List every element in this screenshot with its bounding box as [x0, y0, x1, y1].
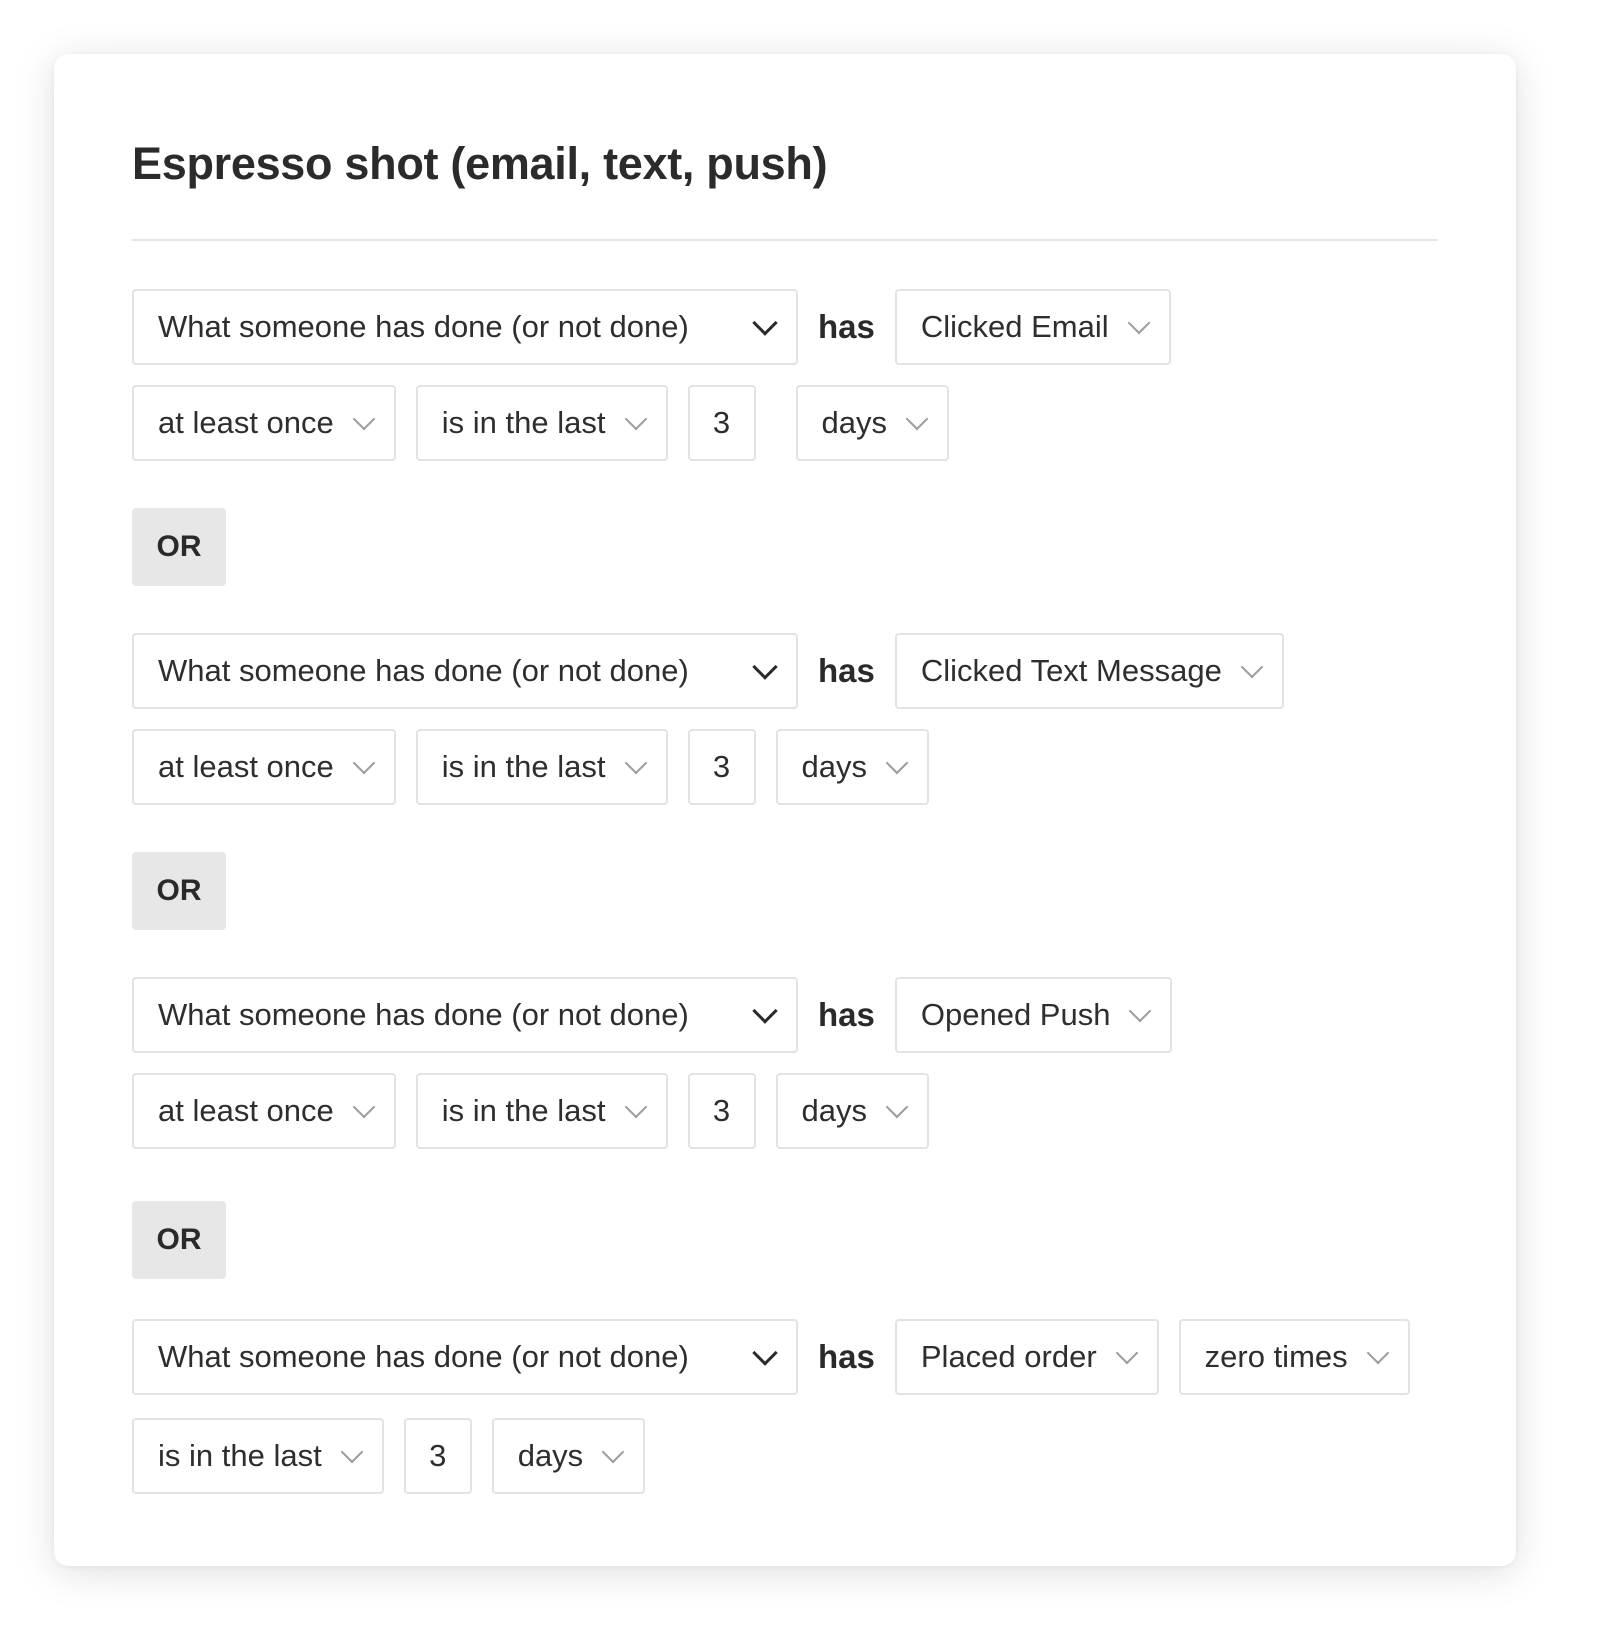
frequency-dropdown[interactable]: [132, 385, 396, 461]
frequency-label: at least once: [158, 405, 334, 440]
time-operator-dropdown[interactable]: [416, 1073, 668, 1149]
chevron-down-icon: [1127, 312, 1150, 335]
time-operator-label: is in the last: [441, 749, 606, 784]
chevron-down-icon: [1129, 1000, 1152, 1023]
condition-type-label: What someone has done (or not done): [158, 653, 689, 688]
condition-row-primary: [132, 976, 1172, 1054]
condition-type-dropdown[interactable]: [132, 633, 798, 709]
frequency-label: at least once: [158, 749, 334, 784]
chevron-down-icon: [1366, 1342, 1389, 1365]
frequency-dropdown[interactable]: [132, 729, 396, 805]
time-operator-dropdown[interactable]: [416, 385, 668, 461]
time-unit-dropdown[interactable]: [776, 729, 929, 805]
time-value-input[interactable]: 3: [688, 729, 756, 805]
chevron-down-icon: [624, 408, 647, 431]
time-value-input[interactable]: 3: [688, 1073, 756, 1149]
condition-row-secondary: [132, 1417, 645, 1495]
time-unit-dropdown[interactable]: [796, 385, 949, 461]
condition-row-secondary: [132, 728, 929, 806]
event-dropdown[interactable]: [895, 1319, 1159, 1395]
condition-row-secondary: [132, 1072, 929, 1150]
condition-type-label: What someone has done (or not done): [158, 309, 689, 344]
chevron-down-icon: [352, 1096, 375, 1119]
event-label: Placed order: [920, 1339, 1097, 1374]
has-label: has: [818, 1338, 875, 1375]
title-divider: [132, 239, 1438, 241]
chevron-down-icon: [624, 752, 647, 775]
condition-type-label: What someone has done (or not done): [158, 1339, 689, 1374]
or-button[interactable]: OR: [132, 852, 226, 930]
or-button[interactable]: OR: [132, 1201, 226, 1279]
condition-type-label: What someone has done (or not done): [158, 997, 689, 1032]
frequency-dropdown[interactable]: [132, 1073, 396, 1149]
event-dropdown[interactable]: [895, 289, 1171, 365]
event-dropdown[interactable]: [895, 633, 1284, 709]
chevron-down-icon: [886, 752, 909, 775]
frequency-label: zero times: [1204, 1339, 1348, 1374]
time-operator-label: is in the last: [441, 1093, 606, 1128]
time-value-input[interactable]: 3: [404, 1418, 472, 1494]
has-label: has: [818, 996, 875, 1033]
chevron-down-icon: [1241, 656, 1264, 679]
frequency-dropdown[interactable]: [1179, 1319, 1410, 1395]
event-label: Opened Push: [920, 997, 1111, 1032]
time-operator-dropdown[interactable]: [132, 1418, 384, 1494]
chevron-down-icon: [752, 1340, 777, 1365]
chevron-down-icon: [602, 1441, 625, 1464]
time-unit-label: days: [801, 1093, 867, 1128]
condition-row-primary: [132, 632, 1284, 710]
chevron-down-icon: [352, 408, 375, 431]
chevron-down-icon: [340, 1441, 363, 1464]
chevron-down-icon: [352, 752, 375, 775]
or-button[interactable]: OR: [132, 508, 226, 586]
chevron-down-icon: [752, 998, 777, 1023]
segment-title: Espresso shot (email, text, push): [132, 138, 828, 189]
time-unit-dropdown[interactable]: [492, 1418, 645, 1494]
event-dropdown[interactable]: [895, 977, 1173, 1053]
condition-row-primary: [132, 288, 1171, 366]
condition-row-secondary: [132, 384, 949, 462]
time-value-input[interactable]: 3: [688, 385, 756, 461]
time-operator-dropdown[interactable]: [416, 729, 668, 805]
event-label: Clicked Email: [920, 309, 1109, 344]
chevron-down-icon: [752, 310, 777, 335]
has-label: has: [818, 308, 875, 345]
has-label: has: [818, 652, 875, 689]
time-operator-label: is in the last: [441, 405, 606, 440]
chevron-down-icon: [624, 1096, 647, 1119]
time-unit-label: days: [801, 749, 867, 784]
time-operator-label: is in the last: [158, 1438, 322, 1473]
chevron-down-icon: [906, 408, 929, 431]
event-label: Clicked Text Message: [920, 653, 1222, 688]
chevron-down-icon: [886, 1096, 909, 1119]
chevron-down-icon: [752, 654, 777, 679]
frequency-label: at least once: [158, 1093, 334, 1128]
condition-type-dropdown[interactable]: [132, 1319, 798, 1395]
condition-row-primary: [132, 1318, 1410, 1396]
chevron-down-icon: [1115, 1342, 1138, 1365]
time-unit-label: days: [821, 405, 887, 440]
condition-type-dropdown[interactable]: [132, 289, 798, 365]
time-unit-label: days: [517, 1438, 584, 1473]
condition-type-dropdown[interactable]: [132, 977, 798, 1053]
time-unit-dropdown[interactable]: [776, 1073, 929, 1149]
